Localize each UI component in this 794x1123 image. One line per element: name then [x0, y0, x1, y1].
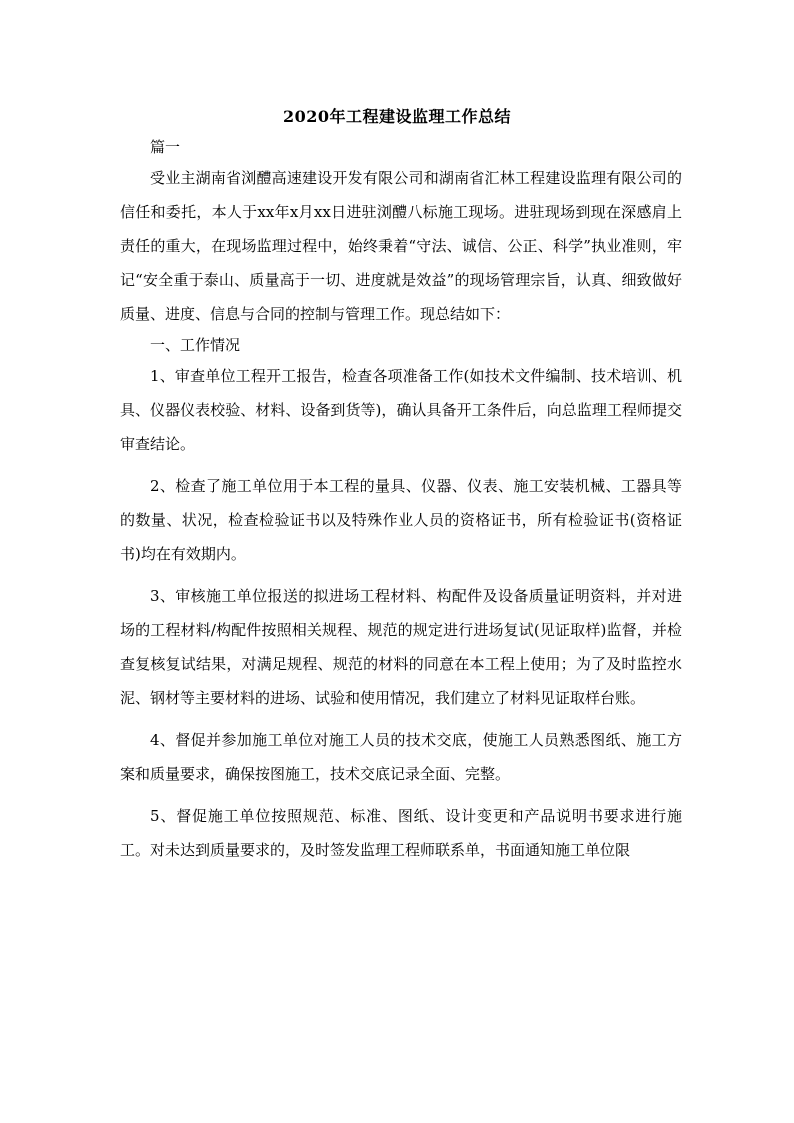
section-label: 篇一	[150, 138, 181, 156]
document-body	[120, 133, 682, 867]
work-item-5: 5、督促施工单位按照规范、标准、图纸、设计变更和产品说明书要求进行施工。对未达到质量要求的，及时签发监理工程师联系单，书面通知施工单位限	[120, 807, 682, 859]
work-item-4: 4、督促并参加施工单位对施工人员的技术交底，使施工人员熟悉图纸、施工方案和质量要求，确保按图施工，技术交底记录全面、完整。	[120, 731, 682, 783]
paragraph-gap	[120, 715, 682, 723]
section-heading-work: 一、工作情况	[150, 336, 241, 354]
work-item-1: 1、审查单位工程开工报告，检查各项准备工作(如技术文件编制、技术培训、机具、仪器仪表校验、材料、设备到货等)，确认具备开工条件后，向总监理工程师提交审查结论。	[120, 367, 682, 453]
work-item-2: 2、检查了施工单位用于本工程的量具、仪器、仪表、施工安装机械、工器具等的数量、状况，检查检验证书以及特殊作业人员的资格证书，所有检验证书(资格证书)均在有效期内。	[120, 477, 682, 563]
document-title: 2020年工程建设监理工作总结	[282, 107, 512, 126]
intro-paragraph: 受业主湖南省浏醴高速建设开发有限公司和湖南省汇林工程建设监理有限公司的信任和委托，本人于xx年x月xx日进驻浏醴八标施工现场。进驻现场到现在深感肩上责任的重大，在现场监理过程中，始终秉着“守法、诚信、公正、科学”执业准则，牢记“安全重于泰山、质量高于一切、进度就是效益”的现场管理宗旨，认真、细致做好质量、进度、信息与合同的控制与管理工作。现总结如下：	[120, 169, 682, 323]
work-item-3: 3、审核施工单位报送的拟进场工程材料、构配件及设备质量证明资料，并对进场的工程材料/构配件按照相关规程、规范的规定进行进场复试(见证取样)监督，并检查复核复试结果，对满足规程、规范的材料的同意在本工程上使用；为了及时监控水泥、钢材等主要材料的进场、试验和使用情况，我们建立了材料见证取样台账。	[120, 587, 682, 707]
paragraph-gap	[120, 571, 682, 579]
paragraph-gap	[120, 461, 682, 469]
paragraph-gap	[120, 791, 682, 799]
